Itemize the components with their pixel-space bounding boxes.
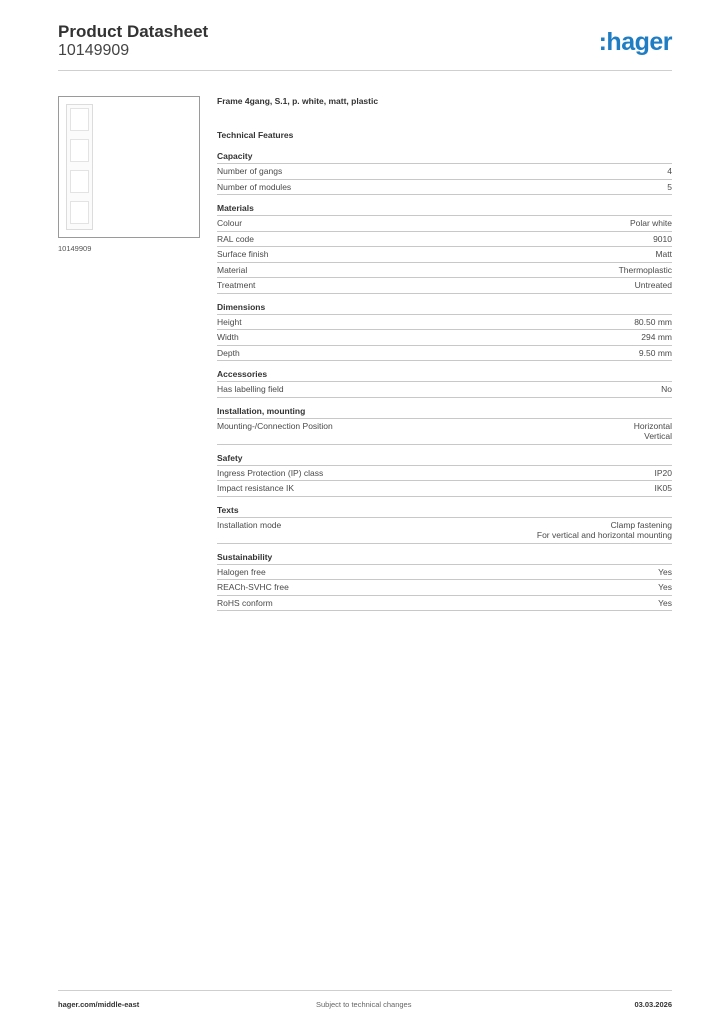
- spec-section: [217, 504, 672, 544]
- spec-value: [634, 317, 672, 328]
- spec-value: [635, 280, 672, 291]
- spec-key: Colour: [217, 218, 243, 228]
- spec-key: Material: [217, 264, 248, 275]
- frame-window: [70, 170, 89, 193]
- section-title: Installation, mounting: [217, 405, 672, 419]
- spec-row: [217, 315, 672, 331]
- spec-value: [653, 234, 672, 245]
- spec-row: [217, 263, 672, 279]
- spec-row: [217, 346, 672, 362]
- spec-value-line: 5: [667, 181, 672, 192]
- technical-features-title: Technical Features: [217, 130, 294, 140]
- spec-key: Has labelling field: [217, 384, 284, 394]
- spec-value: [667, 166, 672, 177]
- frame-window: [70, 108, 89, 131]
- spec-value-line: Vertical: [644, 431, 672, 441]
- spec-key: RoHS conform: [217, 597, 273, 608]
- spec-section: [217, 301, 672, 362]
- spec-row: [217, 596, 672, 612]
- section-title: Accessories: [217, 368, 672, 382]
- product-image: [58, 96, 200, 238]
- spec-value: [658, 598, 672, 609]
- spec-row: [217, 580, 672, 596]
- spec-value-line: Yes: [658, 566, 672, 577]
- spec-row: [217, 216, 672, 232]
- spec-row: [217, 419, 672, 445]
- image-caption: 10149909: [58, 244, 92, 253]
- product-title: Frame 4gang, S.1, p. white, matt, plastic: [217, 96, 379, 106]
- spec-key: Treatment: [217, 280, 256, 290]
- spec-value-line: Thermoplastic: [618, 264, 672, 275]
- footer-date: 03.03.2026: [634, 1000, 672, 1009]
- page-title: Product Datasheet: [58, 22, 209, 41]
- spec-row: [217, 382, 672, 398]
- spec-value: [667, 182, 672, 193]
- page-footer: [58, 990, 672, 1015]
- section-title: Safety: [217, 452, 672, 466]
- spec-value-line: Yes: [658, 597, 672, 608]
- spec-value: [619, 265, 672, 276]
- spec-value: [655, 468, 673, 479]
- spec-sections: [217, 150, 672, 611]
- spec-value-line: Clamp fastening: [610, 519, 672, 530]
- spec-row: [217, 565, 672, 581]
- hager-logo: :hager: [598, 28, 672, 56]
- spec-key: Mounting-/Connection Position: [217, 420, 333, 431]
- spec-row: [217, 164, 672, 180]
- frame-illustration: [66, 104, 93, 230]
- spec-value: [630, 218, 672, 229]
- section-title: Capacity: [217, 150, 672, 164]
- spec-key: Number of modules: [217, 181, 292, 192]
- spec-row: [217, 481, 672, 497]
- spec-value: [658, 582, 672, 593]
- spec-value-line: 9010: [653, 233, 672, 244]
- spec-row: [217, 232, 672, 248]
- spec-key: Halogen free: [217, 566, 266, 577]
- frame-window: [70, 139, 89, 162]
- frame-window: [70, 201, 89, 224]
- spec-key: Ingress Protection (IP) class: [217, 467, 324, 478]
- spec-key: RAL code: [217, 233, 255, 244]
- spec-value-line: Horizontal: [633, 420, 672, 431]
- spec-key: REACh-SVHC free: [217, 582, 289, 592]
- spec-section: [217, 368, 672, 398]
- spec-row: [217, 330, 672, 346]
- spec-section: [217, 452, 672, 497]
- spec-row: [217, 180, 672, 196]
- spec-row: [217, 466, 672, 482]
- spec-value-line: Yes: [658, 582, 672, 592]
- footer-website: hager.com/middle-east: [58, 1000, 140, 1009]
- spec-key: Number of gangs: [217, 166, 283, 176]
- spec-value: [661, 384, 672, 395]
- spec-section: [217, 405, 672, 445]
- spec-value: [639, 348, 672, 359]
- section-title: Texts: [217, 504, 672, 518]
- section-title: Materials: [217, 202, 672, 216]
- spec-value-line: 4: [667, 166, 672, 176]
- spec-value-line: No: [661, 384, 672, 394]
- product-number: 10149909: [58, 42, 130, 59]
- spec-section: [217, 202, 672, 294]
- spec-value-line: 9.50 mm: [638, 347, 672, 358]
- footer-notice: Subject to technical changes: [316, 1000, 412, 1009]
- spec-value: [634, 421, 672, 442]
- spec-value-line: Polar white: [629, 218, 672, 228]
- spec-content: [217, 95, 672, 618]
- spec-value: [641, 332, 672, 343]
- spec-value-line: IP20: [654, 467, 672, 478]
- spec-value: [655, 483, 673, 494]
- spec-value-line: Untreated: [634, 280, 672, 290]
- spec-row: [217, 518, 672, 544]
- spec-value-line: IK05: [654, 483, 672, 493]
- section-title: Sustainability: [217, 551, 672, 565]
- spec-value-line: 294 mm: [641, 332, 672, 342]
- spec-key: Depth: [217, 347, 240, 358]
- spec-row: [217, 278, 672, 294]
- page-header: [58, 22, 672, 71]
- spec-key: Width: [217, 332, 239, 342]
- spec-section: [217, 150, 672, 195]
- spec-value-line: 80.50 mm: [634, 316, 672, 327]
- spec-value: [537, 520, 672, 541]
- spec-value-line: Matt: [655, 249, 672, 259]
- spec-key: Height: [217, 316, 242, 327]
- section-title: Dimensions: [217, 301, 672, 315]
- spec-row: [217, 247, 672, 263]
- spec-key: Surface finish: [217, 249, 269, 259]
- spec-value: [655, 249, 672, 260]
- spec-key: Impact resistance IK: [217, 483, 295, 493]
- spec-value-line: For vertical and horizontal mounting: [536, 530, 672, 540]
- spec-key: Installation mode: [217, 519, 282, 530]
- spec-value: [658, 567, 672, 578]
- spec-section: [217, 551, 672, 612]
